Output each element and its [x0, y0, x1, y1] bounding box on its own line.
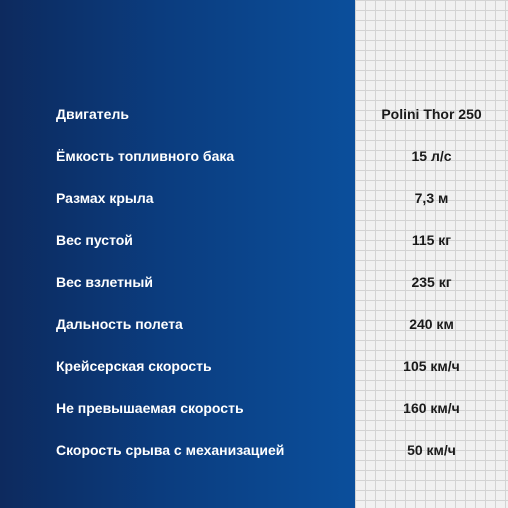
spec-row-never-exceed-speed [0, 396, 508, 420]
spec-value: 160 км/ч [403, 400, 460, 416]
spec-value: 15 л/с [411, 148, 452, 164]
spec-row-wingspan [0, 186, 508, 210]
spec-label: Двигатель [56, 106, 129, 122]
spec-row-takeoff-weight [0, 270, 508, 294]
spec-label: Крейсерская скорость [56, 358, 212, 374]
spec-value: 105 км/ч [403, 358, 460, 374]
spec-row-stall-speed [0, 438, 508, 462]
spec-value: 7,3 м [414, 190, 449, 206]
spec-label: Вес пустой [56, 232, 133, 248]
spec-label: Дальность полета [56, 316, 183, 332]
spec-value: 115 кг [411, 232, 452, 248]
spec-value: 235 кг [411, 274, 452, 290]
spec-value: 240 км [409, 316, 454, 332]
spec-value: Polini Thor 250 [381, 106, 482, 122]
spec-row-empty-weight [0, 228, 508, 252]
spec-label: Не превышаемая скорость [56, 400, 244, 416]
spec-row-fuel-tank [0, 144, 508, 168]
spec-label: Ёмкость топливного бака [56, 148, 235, 164]
spec-label: Вес взлетный [56, 274, 153, 290]
right-grid-panel [355, 0, 508, 508]
spec-value: 50 км/ч [407, 442, 456, 458]
spec-row-engine [0, 102, 508, 126]
spec-label: Скорость срыва с механизацией [56, 442, 285, 458]
spec-row-range [0, 312, 508, 336]
spec-label: Размах крыла [56, 190, 154, 206]
spec-row-cruise-speed [0, 354, 508, 378]
